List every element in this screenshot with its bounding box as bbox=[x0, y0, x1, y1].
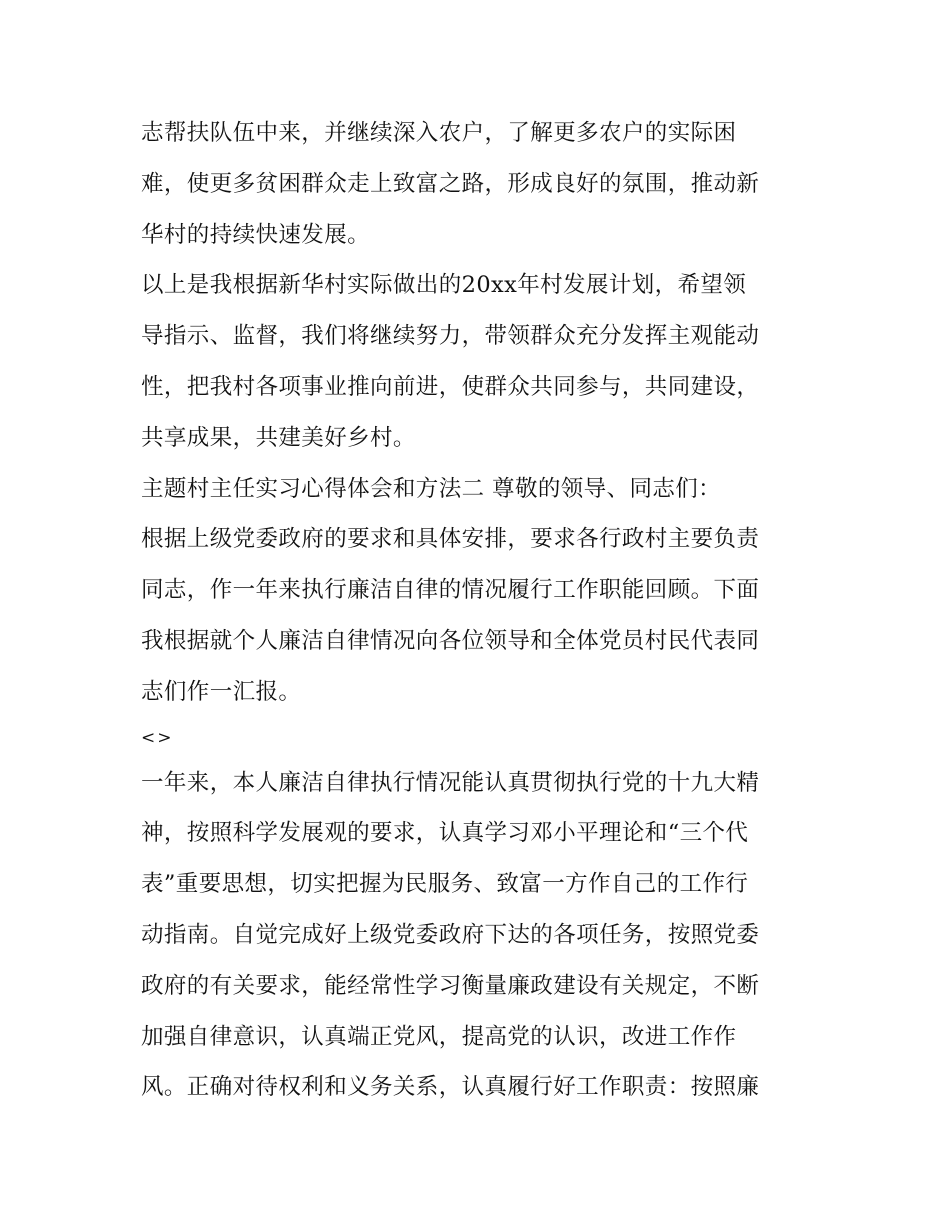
text-line: 我根据就个人廉洁自律情况向各位领导和全体党员村民代表同 bbox=[141, 627, 760, 654]
text-line: 导指示、监督，我们将继续努力，带领群众充分发挥主观能动 bbox=[141, 323, 760, 350]
placeholder-marker: <> bbox=[141, 727, 174, 748]
text-line: 性，把我村各项事业推向前进，使群众共同参与，共同建设， bbox=[141, 373, 760, 400]
text-line: 难，使更多贫困群众走上致富之路，形成良好的氛围，推动新 bbox=[141, 170, 760, 197]
section-heading-line: 主题村主任实习心得体会和方法二 尊敬的领导、同志们： bbox=[141, 475, 722, 502]
text-line: 志帮扶队伍中来，并继续深入农户，了解更多农户的实际困 bbox=[141, 120, 737, 146]
document-body bbox=[141, 108, 821, 1113]
text-line: 神，按照科学发展观的要求，认真学习邓小平理论和“三个代 bbox=[141, 820, 749, 847]
text-line: 加强自律意识，认真端正党风，提高党的认识，改进工作作 bbox=[141, 1023, 737, 1050]
text-line: 志们作一汇报。 bbox=[141, 678, 302, 705]
text-line: 华村的持续快速发展。 bbox=[141, 221, 371, 248]
text-line: 共享成果，共建美好乡村。 bbox=[141, 424, 416, 451]
text-line: 以上是我根据新华村实际做出的20xx年村发展计划，希望领 bbox=[141, 272, 747, 299]
text-line: 政府的有关要求，能经常性学习衡量廉政建设有关规定，不断 bbox=[141, 972, 760, 999]
text-line: 根据上级党委政府的要求和具体安排，要求各行政村主要负责 bbox=[141, 526, 760, 553]
text-line: 动指南。自觉完成好上级党委政府下达的各项任务，按照党委 bbox=[141, 921, 760, 948]
text-line: 同志，作一年来执行廉洁自律的情况履行工作职能回顾。下面 bbox=[141, 577, 760, 604]
text-line: 一年来，本人廉洁自律执行情况能认真贯彻执行党的十九大精 bbox=[141, 769, 760, 796]
text-line: 风。正确对待权利和义务关系，认真履行好工作职责：按照廉 bbox=[141, 1074, 760, 1101]
text-line: 表”重要思想，切实把握为民服务、致富一方作自己的工作行 bbox=[141, 871, 749, 898]
